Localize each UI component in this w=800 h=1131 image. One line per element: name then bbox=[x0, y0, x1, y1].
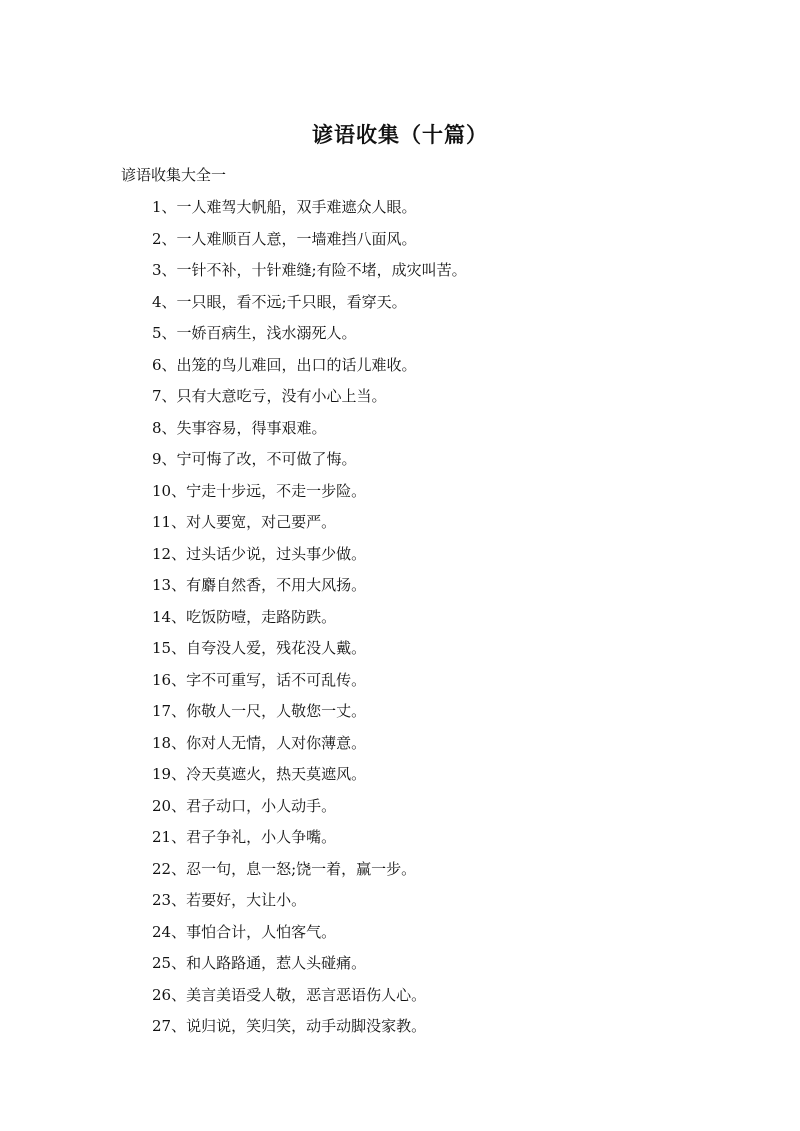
list-item: 10、宁走十步远，不走一步险。 bbox=[152, 481, 367, 500]
section-heading: 谚语收集大全一 bbox=[121, 166, 227, 184]
list-item: 19、冷天莫遮火，热天莫遮风。 bbox=[152, 765, 367, 783]
list-item: 13、有麝自然香，不用大风扬。 bbox=[152, 576, 367, 594]
list-item: 11、对人要宽，对己要严。 bbox=[152, 513, 337, 531]
list-item: 4、一只眼，看不远;千只眼，看穿天。 bbox=[152, 292, 407, 311]
list-item: 27、说归说，笑归笑，动手动脚没家教。 bbox=[152, 1017, 427, 1035]
list-item: 22、忍一句，息一怒;饶一着，赢一步。 bbox=[152, 859, 417, 878]
list-item: 3、一针不补，十针难缝;有险不堵，成灾叫苦。 bbox=[152, 261, 467, 279]
list-item: 23、若要好，大让小。 bbox=[152, 891, 307, 909]
list-item: 14、吃饭防噎，走路防跌。 bbox=[152, 607, 337, 626]
list-item: 17、你敬人一尺，人敬您一丈。 bbox=[152, 702, 367, 720]
list-item: 6、出笼的鸟儿难回，出口的话儿难收。 bbox=[152, 355, 417, 374]
list-item: 24、事怕合计，人怕客气。 bbox=[152, 922, 337, 941]
list-item: 12、过头话少说，过头事少做。 bbox=[152, 544, 367, 563]
list-item: 7、只有大意吃亏，没有小心上当。 bbox=[152, 387, 387, 405]
list-item: 2、一人难顺百人意，一墙难挡八面风。 bbox=[152, 229, 417, 248]
list-item: 20、君子动口，小人动手。 bbox=[152, 796, 337, 815]
list-item: 15、自夸没人爱，残花没人戴。 bbox=[152, 639, 367, 657]
list-item: 16、字不可重写，话不可乱传。 bbox=[152, 670, 367, 689]
list-item: 26、美言美语受人敬，恶言恶语伤人心。 bbox=[152, 985, 427, 1004]
list-item: 18、你对人无情，人对你薄意。 bbox=[152, 733, 367, 752]
list-item: 1、一人难驾大帆船，双手难遮众人眼。 bbox=[152, 198, 417, 216]
list-item: 8、失事容易，得事艰难。 bbox=[152, 418, 327, 437]
list-item: 21、君子争礼，小人争嘴。 bbox=[152, 828, 337, 846]
list-item: 9、宁可悔了改，不可做了悔。 bbox=[152, 450, 357, 468]
list-item: 5、一娇百病生，浅水溺死人。 bbox=[152, 324, 357, 342]
page-title: 谚语收集（十篇） bbox=[312, 123, 488, 147]
list-item: 25、和人路路通，惹人头碰痛。 bbox=[152, 954, 367, 972]
